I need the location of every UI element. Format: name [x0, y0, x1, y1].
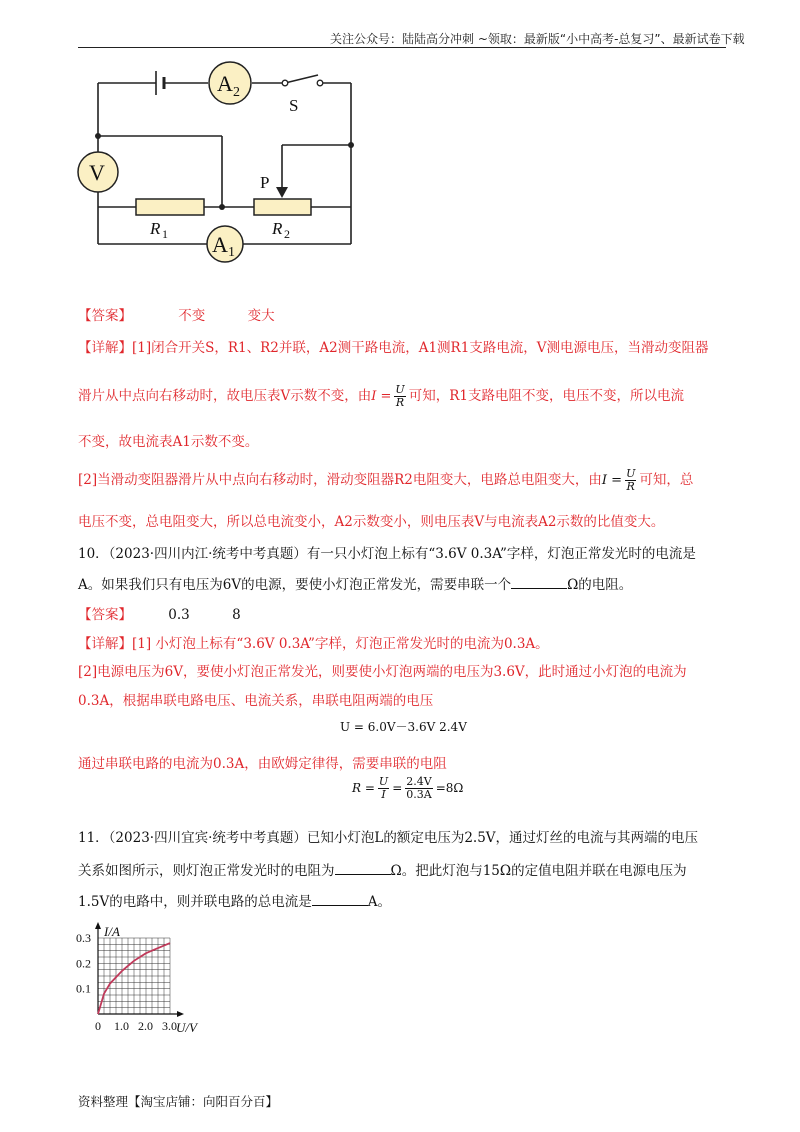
detail-text: [1]闭合开关S，R1、R2并联，A2测干路电流，A1测R1支路电流，V测电源电压，当滑动变阻器	[132, 340, 709, 356]
detail-text: 可知，R1支路电阻不变，电压不变，所以电流	[408, 388, 684, 404]
q10-question-line	[78, 573, 632, 593]
q10-question-line: 10．（2023·四川内江·统考中考真题）有一只小灯泡上标有“3.6V 0.3A”字样，灯泡正常发光时的电流是	[78, 546, 696, 562]
resistor-r2	[254, 199, 311, 215]
slider-label: P	[260, 173, 270, 192]
q10-equation-resistance	[352, 776, 463, 801]
y-tick-label: 0.2	[76, 956, 91, 971]
detail-label: 【详解】	[78, 340, 132, 356]
formula-numerator: U	[626, 467, 636, 480]
iu-graph	[74, 912, 224, 1037]
q10-detail-line: 通过串联电路的电流为0.3A，由欧姆定律得，需要串联的电阻	[78, 756, 447, 772]
formula-denominator: R	[626, 480, 635, 493]
question-text: 关系如图所示，则灯泡正常发光时的电阻为	[78, 863, 335, 879]
x-tick-label: 2.0	[138, 1019, 153, 1033]
resistor-r1	[136, 199, 204, 215]
q9-detail-line	[78, 336, 709, 356]
a1-label-sub: 1	[228, 245, 235, 260]
question-text: 1.5V的电路中，则并联电路的总电流是	[78, 894, 312, 910]
question-text: Ω的电阻。	[567, 577, 633, 593]
x-axis-arrow	[177, 1011, 184, 1017]
circuit-diagram	[70, 56, 370, 281]
q10-answer	[78, 603, 241, 623]
r2-label-sub: 2	[284, 227, 290, 241]
y-tick-label: 0.1	[76, 981, 91, 996]
equation-numerator: 2.4V	[406, 775, 432, 788]
header-divider	[78, 47, 726, 48]
equation-denominator: I	[381, 788, 386, 801]
switch-label: S	[289, 96, 299, 115]
y-axis-arrow	[95, 922, 101, 929]
equation-lhs: R =	[352, 781, 375, 795]
answer-blank	[511, 576, 567, 589]
answer-value: 不变	[178, 308, 206, 324]
junction-dot	[348, 142, 354, 148]
q11-question-line	[78, 890, 391, 910]
equation-rhs: =8Ω	[435, 781, 464, 795]
equation-fraction	[405, 776, 432, 801]
q9-detail-line	[78, 384, 684, 409]
answer-value: 变大	[247, 308, 275, 324]
q11-question-line: 11．（2023·四川宜宾·统考中考真题）已知小灯泡L的额定电压为2.5V，通过灯丝的电流与其两端的电压	[78, 830, 699, 846]
answer-label: 【答案】	[78, 607, 132, 623]
q10-detail-line: [2]电源电压为6V，要使小灯泡正常发光，则要使小灯泡两端的电压为3.6V，此时通过小灯泡的电流为	[78, 664, 687, 680]
detail-text: 滑片从中点向右移动时，故电压表V示数不变，由	[78, 388, 372, 404]
q9-answer	[78, 304, 275, 324]
formula-fraction	[625, 468, 636, 493]
answer-blank	[335, 862, 391, 875]
equation-numerator: U	[378, 775, 389, 788]
q9-detail-line	[78, 468, 693, 493]
q10-detail-line	[78, 632, 549, 652]
switch-contact-right	[317, 80, 323, 86]
question-text: Ω。把此灯泡与15Ω的定值电阻并联在电源电压为	[390, 863, 687, 879]
q9-detail-line: 电压不变，总电阻变大，所以总电流变小，A2示数变小，则电压表V与电流表A2示数的比值变大。	[78, 514, 665, 530]
formula-numerator: U	[395, 383, 405, 396]
x-axis-label: U/V	[176, 1020, 197, 1035]
equation-denominator: 0.3A	[406, 788, 432, 801]
y-tick-label: 0.3	[76, 931, 91, 945]
detail-text: [2]当滑动变阻器滑片从中点向右移动时，滑动变阻器R2电阻变大，电路总电阻变大，由	[78, 472, 602, 488]
junction-dot	[95, 133, 101, 139]
question-text: A。	[367, 894, 391, 910]
a2-label-sub: 2	[233, 85, 240, 100]
x-tick-label: 1.0	[114, 1019, 129, 1033]
a1-label: A	[212, 232, 228, 257]
x-tick-label: 0	[95, 1019, 101, 1033]
r1-label-sub: 1	[162, 227, 168, 241]
formula-fraction	[394, 384, 405, 409]
q10-equation-voltage: U = 6.0V－3.6V 2.4V	[340, 720, 467, 734]
page-footer: 资料整理【淘宝店铺：向阳百分百】	[78, 1094, 279, 1109]
switch-contact-left	[282, 80, 288, 86]
equation-fraction	[378, 776, 389, 801]
page-header: 关注公众号：陆陆高分冲刺 ~领取：最新版“小中高考-总复习”、最新试卷下载	[330, 32, 745, 46]
junction-dot	[219, 204, 225, 210]
formula-lhs: I =	[601, 473, 623, 488]
v-label: V	[89, 160, 105, 185]
formula-lhs: I =	[371, 389, 392, 404]
detail-label: 【详解】	[78, 636, 132, 652]
y-axis-label: I/A	[104, 924, 120, 939]
question-text: A。如果我们只有电压为6V的电源，要使小灯泡正常发光，需要串联一个	[78, 577, 512, 593]
r2-label: R	[272, 219, 283, 238]
answer-blank	[312, 893, 368, 906]
answer-value: 8	[232, 607, 241, 623]
slider-arrow	[276, 187, 288, 198]
q9-detail-line: 不变，故电流表A1示数不变。	[78, 434, 259, 450]
answer-label: 【答案】	[78, 308, 132, 324]
r1-label: R	[150, 219, 161, 238]
a2-label: A	[217, 71, 233, 96]
detail-text: 可知，总	[639, 472, 694, 488]
x-tick-label: 3.0	[162, 1019, 177, 1033]
q10-detail-line: 0.3A，根据串联电路电压、电流关系，串联电阻两端的电压	[78, 693, 434, 709]
answer-value: 0.3	[168, 607, 190, 623]
q11-question-line	[78, 859, 687, 879]
equation-equals: =	[392, 781, 403, 795]
detail-text: [1] 小灯泡上标有“3.6V 0.3A”字样，灯泡正常发光时的电流为0.3A。	[132, 636, 549, 652]
formula-denominator: R	[395, 396, 405, 409]
